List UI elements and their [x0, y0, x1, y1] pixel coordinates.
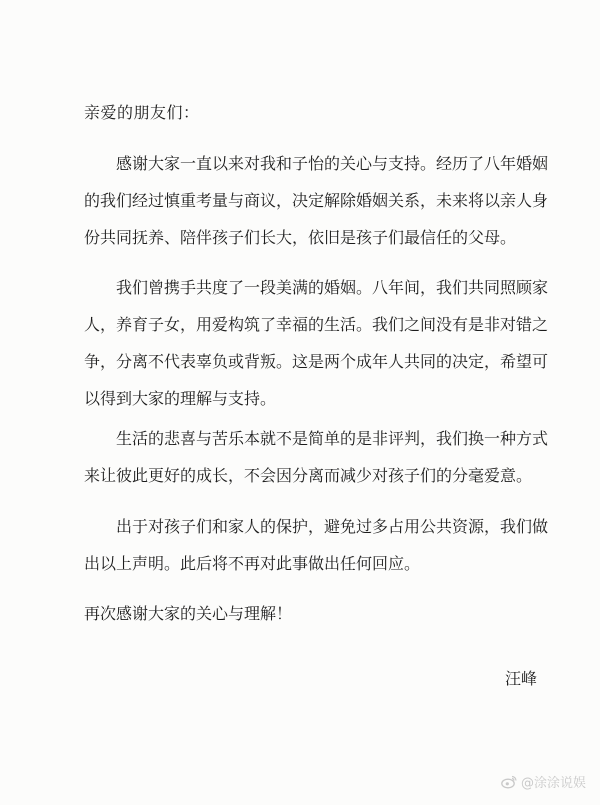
- letter-paragraph-1: [84, 145, 549, 256]
- watermark: [501, 772, 586, 791]
- paragraph-line: 感谢大家一直以来对我和子怡的关心与支持。经历了八年婚姻: [116, 154, 549, 173]
- paragraph-line: 的我们经过慎重考量与商议，决定解除婚姻关系，未来将以亲人身: [84, 191, 549, 210]
- watermark-text: @涂涂说娱: [520, 776, 586, 791]
- letter-paragraph-2: [84, 269, 549, 417]
- weibo-logo-icon: [501, 775, 517, 789]
- letter-closing: [84, 595, 524, 632]
- paragraph-line: 出于对孩子们和家人的保护，避免过多占用公共资源，我们做: [116, 517, 549, 536]
- paragraph-line: 来让彼此更好的成长，不会因分离而减少对孩子们的分毫爱意。: [84, 466, 533, 485]
- letter-paragraph-4: [84, 508, 549, 582]
- paragraph-line: 出以上声明。此后将不再对此事做出任何回应。: [84, 554, 421, 573]
- letter-signature: 汪峰: [505, 669, 538, 688]
- paragraph-line: 生活的悲喜与苦乐本就不是简单的是非评判，我们换一种方式: [116, 429, 549, 448]
- paragraph-line: 我们曾携手共度了一段美满的婚姻。八年间，我们共同照顾家: [116, 278, 549, 297]
- letter-paragraph-3: [84, 420, 549, 494]
- paragraph-line: 以得到大家的理解与支持。: [84, 389, 277, 408]
- paragraph-line: 份共同抚养、陪伴孩子们长大，依旧是孩子们最信任的父母。: [84, 228, 517, 247]
- paragraph-line: 争，分离不代表辜负或背叛。这是两个成年人共同的决定，希望可: [84, 352, 549, 371]
- letter-salutation: 亲爱的朋友们：: [84, 103, 200, 122]
- paragraph-line: 再次感谢大家的关心与理解！: [84, 604, 293, 623]
- paragraph-line: 人，养育子女，用爱构筑了幸福的生活。我们之间没有是非对错之: [84, 315, 549, 334]
